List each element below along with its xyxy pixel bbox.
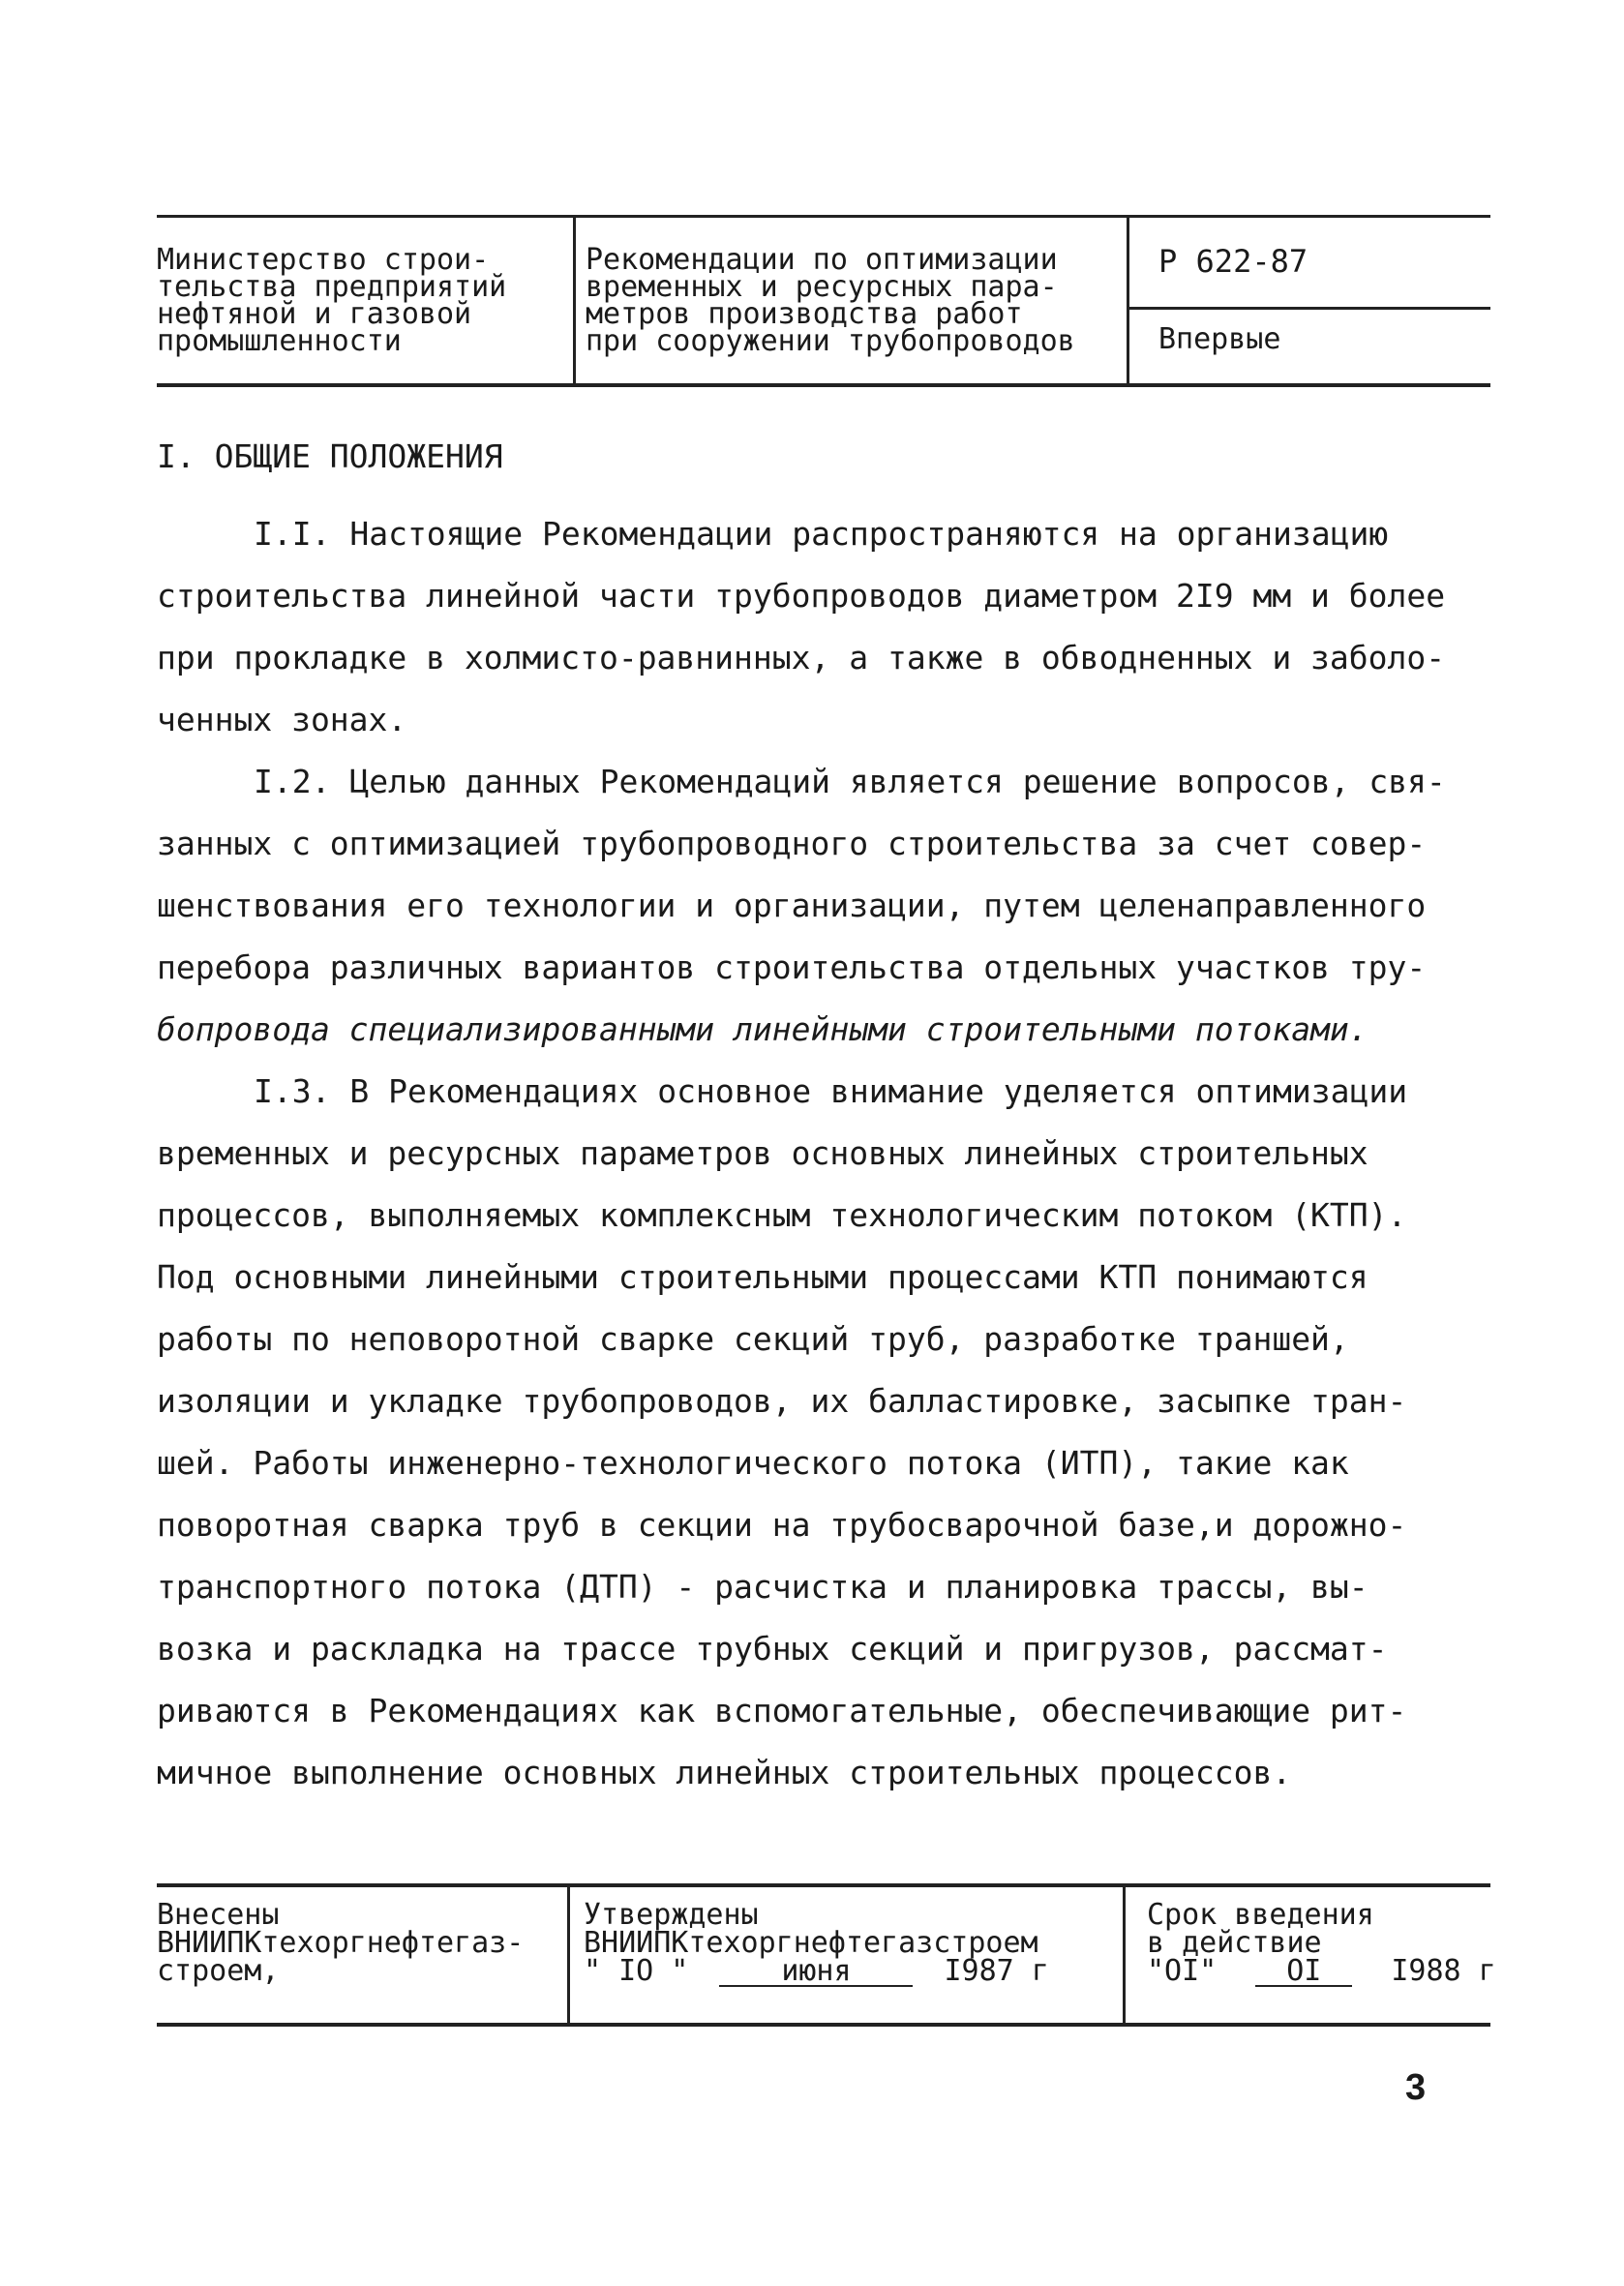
paragraph-line: при прокладке в холмисто-равнинных, а также в обводненных и заболо- [157, 639, 1446, 677]
paragraph-line: риваются в Рекомендациях как вспомогательные, обеспечивающие рит- [157, 1692, 1407, 1730]
approval-day: " IO " [584, 1954, 689, 1988]
paragraph-line: I.3. В Рекомендациях основное внимание уделяется оптимизации [254, 1072, 1408, 1110]
paragraph-line: перебора различных вариантов строительства отдельных участков тру- [157, 948, 1427, 986]
paragraph-line: временных и ресурсных параметров основных линейных строительных [157, 1134, 1368, 1172]
approved-label: Утверждены [584, 1898, 759, 1932]
code-divider [1129, 307, 1490, 310]
approved-cell [567, 1887, 1123, 2023]
document-title-line: временных и ресурсных пара- [586, 270, 1058, 304]
document-title-cell [573, 218, 1127, 383]
paragraph-line: поворотная сварка труб в секции на трубосварочной базе,и дорожно- [157, 1506, 1407, 1544]
edition-status: Впервые [1158, 322, 1281, 356]
ministry-line: промышленности [157, 324, 402, 358]
header-table [157, 215, 1490, 387]
document-title-line: при сооружении трубопроводов [586, 324, 1075, 358]
paragraph-line: работы по неповоротной сварке секций труб, разработке траншей, [157, 1320, 1349, 1358]
paragraph-line: возка и раскладка на трассе трубных секций и пригрузов, рассмат- [157, 1630, 1388, 1668]
ministry-line: Министерство строи- [157, 243, 490, 277]
footer-table [157, 1883, 1496, 2027]
paragraph-line: I.I. Настоящие Рекомендации распространяются на организацию [254, 515, 1389, 553]
submitted-cell [157, 1887, 567, 2023]
submitted-line: ВНИИПКтехоргнефтегаз- [157, 1926, 525, 1960]
effective-year: I988 г [1391, 1954, 1496, 1988]
document-code: Р 622-87 [1158, 243, 1308, 280]
section-title: I. ОБЩИЕ ПОЛОЖЕНИЯ [157, 437, 503, 475]
effective-day: "OI" [1147, 1954, 1218, 1988]
approved-by: ВНИИПКтехоргнефтегазстроем [584, 1926, 1038, 1960]
body-text [157, 503, 1473, 1804]
document-title-line: метров производства работ [586, 297, 1023, 331]
ministry-line: нефтяной и газовой [157, 297, 472, 331]
paragraph-line: мичное выполнение основных линейных строительных процессов. [157, 1754, 1292, 1791]
paragraph-line: бопровода специализированными линейными строительными потоками. [157, 1010, 1368, 1048]
paragraph-line: шенствования его технологии и организации, путем целенаправленного [157, 887, 1427, 924]
approval-month: июня [719, 1957, 913, 1987]
paragraph-line: строительства линейной части трубопроводов диаметром 2I9 мм и более [157, 577, 1446, 615]
ministry-line: тельства предприятий [157, 270, 507, 304]
paragraph-line: Под основными линейными строительными процессами КТП понимаются [157, 1258, 1368, 1296]
paragraph-line: изоляции и укладке трубопроводов, их балластировке, засыпке тран- [157, 1382, 1407, 1420]
paragraph-line: процессов, выполняемых комплексным технологическим потоком (КТП). [157, 1196, 1407, 1234]
paragraph-line: ченных зонах. [157, 701, 407, 738]
page-number: 3 [1405, 2067, 1427, 2108]
effective-date-cell [1123, 1887, 1496, 2023]
paragraph-line: шей. Работы инженерно-технологического потока (ИТП), такие как [157, 1444, 1349, 1482]
approval-date [584, 1954, 1049, 1988]
effective-date [1147, 1954, 1496, 1988]
paragraph-line: транспортного потока (ДТП) - расчистка и планировка трассы, вы- [157, 1568, 1368, 1606]
code-cell [1127, 218, 1490, 383]
paragraph-line: I.2. Целью данных Рекомендаций является решение вопросов, свя- [254, 763, 1446, 800]
effective-month: OI [1255, 1957, 1352, 1987]
document-title-line: Рекомендации по оптимизации [586, 243, 1058, 277]
effective-label: Срок введения [1147, 1898, 1374, 1932]
submitted-line: строем, [157, 1954, 280, 1988]
approval-year: I987 г [944, 1954, 1049, 1988]
effective-label: в действие [1147, 1926, 1322, 1960]
ministry-cell [157, 218, 573, 383]
submitted-line: Внесены [157, 1898, 280, 1932]
paragraph-line: занных с оптимизацией трубопроводного строительства за счет совер- [157, 825, 1427, 862]
